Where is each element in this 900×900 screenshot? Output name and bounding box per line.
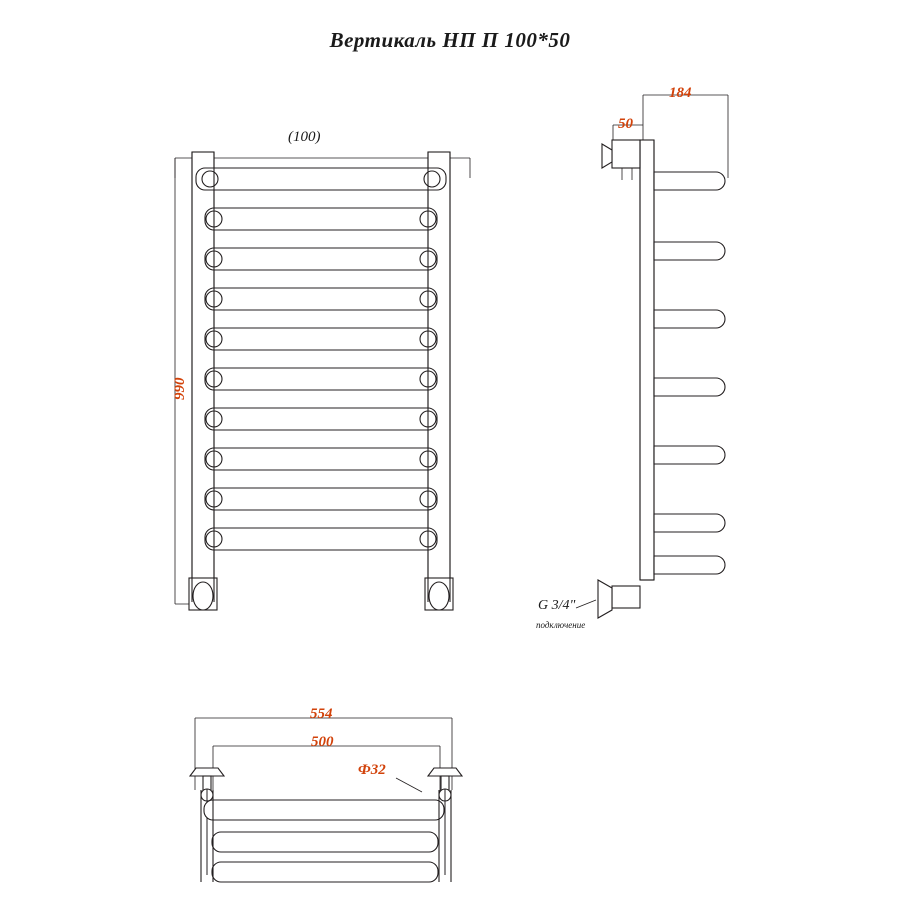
side-depth-dimension: 184 <box>669 85 692 101</box>
top-inner-dimension: 500 <box>311 734 334 750</box>
top-outer-dimension: 554 <box>310 706 333 722</box>
front-width-label: (100) <box>288 129 321 145</box>
side-offset-dimension: 50 <box>618 116 633 132</box>
side-view-group <box>576 95 728 618</box>
front-height-dimension: 990 <box>172 377 188 400</box>
connection-thread-label: G 3/4" <box>538 598 576 613</box>
page-title: Вертикаль НП П 100*50 <box>329 28 571 52</box>
connection-sub-label: подключение <box>536 620 586 630</box>
front-view-group <box>175 152 470 610</box>
diameter-label: Ф32 <box>358 762 386 778</box>
